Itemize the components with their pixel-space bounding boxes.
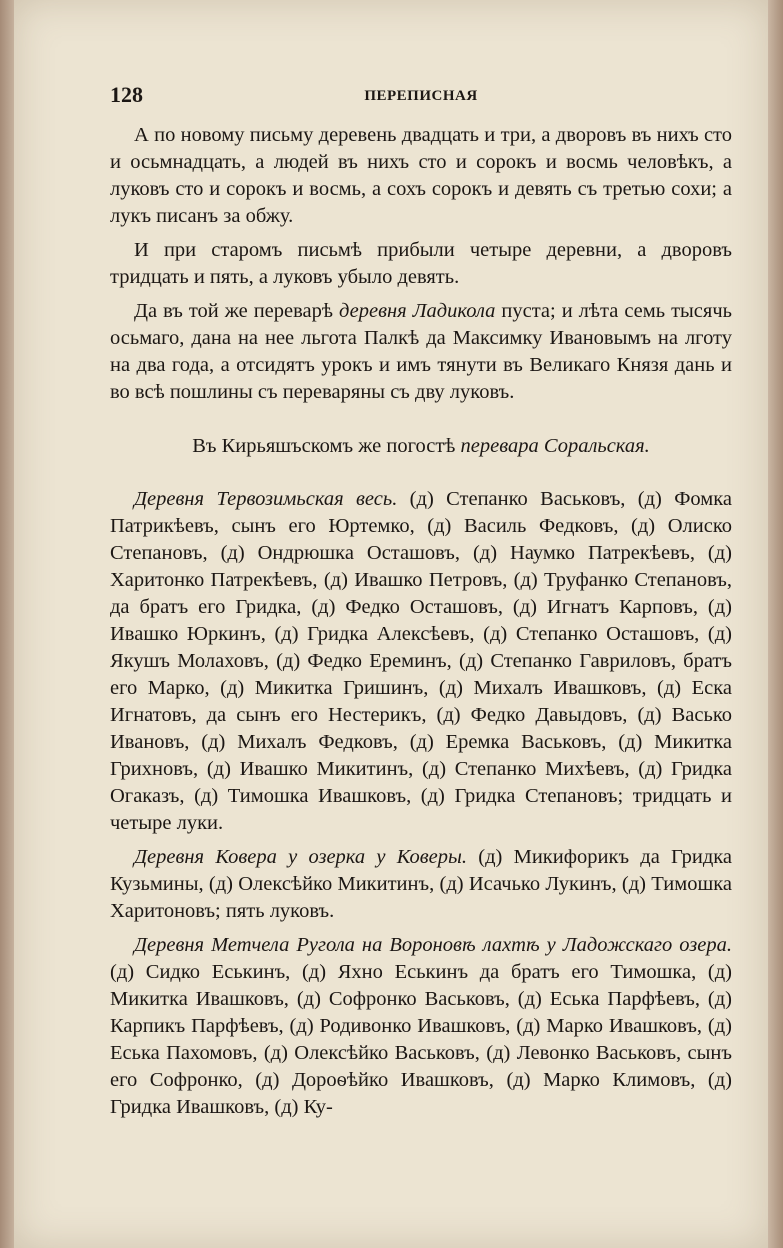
paragraph-ladikola (110, 298, 732, 406)
running-head: ПЕРЕПИСНАЯ (364, 88, 478, 104)
page-body (110, 122, 732, 1128)
paragraph-text: И при старомъ письмѣ прибыли четыре деревни, а дворовъ тридцать и пять, а луковъ убыло девять. (110, 239, 732, 288)
paragraph-tervozimskaya (110, 486, 732, 837)
page-number: 128 (110, 82, 143, 107)
page-header (110, 82, 732, 108)
village-name: Деревня Метчела Руголa на Вороновѣ лахтѣ у Ладожскаго озера. (134, 934, 732, 956)
village-name: Деревня Ковера у озерка у Коверы. (134, 846, 468, 868)
paragraph-text: (д) Микифорикъ да Гридка Кузьмины, (д) Олексѣйко Микитинъ, (д) Исачько Лукинъ, (д) Тимошка Харитоновъ; пять луковъ. (110, 846, 732, 922)
place-name: деревня Ладикола (339, 300, 496, 322)
paragraph-lead: Да въ той же переварѣ (134, 300, 339, 322)
page-edge (768, 0, 783, 1248)
paragraph-kovera (110, 844, 732, 925)
section-heading (110, 433, 732, 460)
paragraph-new-count (110, 122, 732, 230)
paragraph-text: (д) Степанко Васьковъ, (д) Фомка Патрикѣевъ, сынъ его Юртемко, (д) Василь Федковъ, (д) Олиско Степановъ, (д) Ондрюшка Осташовъ, (д) Наумко Патрекѣевъ, (д) Харитонко Патрекѣевъ, (д) Ивашко Петровъ, (д) Труфанко Степановъ, да братъ его Гридка, (д) Федко Осташовъ, (д) Игнатъ Карповъ, (д) Ивашко Юркинъ, (д) Гридка Алексѣевъ, (д) Степанко Осташовъ, (д) Якушъ Молаховъ, (д) Федко Ереминъ, (д) Степанко Гавриловъ, братъ его Марко, (д) Микитка Гришинъ, (д) Михалъ Ивашковъ, (д) Еска Игнатовъ, да сынъ его Нестерикъ, (д) Федко Давыдовъ, (д) Васько Ивановъ, (д) Михалъ Федковъ, (д) Еремка Васьковъ, (д) Микитка Грихновъ, (д) Ивашко Микитинъ, (д) Степанко Михѣевъ, (д) Гридка Огаказъ, (д) Тимошка Ивашковъ, (д) Гридка Степановъ; тридцать и четыре луки. (110, 488, 732, 834)
paragraph-old-count (110, 237, 732, 291)
heading-place-name: перевара Соральская. (460, 435, 650, 457)
paragraph-text: (д) Сидко Еськинъ, (д) Яхно Еськинъ да братъ его Тимошка, (д) Микитка Ивашковъ, (д) Софронко Васьковъ, (д) Еська Парфѣевъ, (д) Карпикъ Парфѣевъ, (д) Родивонко Ивашковъ, (д) Марко Ивашковъ, (д) Еська Пахомовъ, (д) Олексѣйко Васьковъ, (д) Левонко Васьковъ, сынъ его Софронко, (д) Дороѳѣйко Ивашковъ, (д) Марко Климовъ, (д) Гридка Ивашковъ, (д) Ку- (110, 961, 732, 1118)
heading-lead: Въ Кирьяшъскомъ же погостѣ (192, 435, 461, 457)
paragraph-metchela (110, 932, 732, 1121)
paragraph-text: А по новому письму деревень двадцать и три, а дворовъ въ нихъ сто и осьмнадцать, а людей въ нихъ сто и сорокъ и восмь человѣкъ, а луковъ сто и сорокъ и восмь, а сохъ сорокъ и девять съ третью сохи; а лукъ писанъ за обжу. (110, 124, 732, 227)
book-gutter (0, 0, 14, 1248)
paragraph-text: пуста; и лѣта семь тысячь осьмаго, дана на нее льгота Палкѣ да Максимку Ивановымъ на лготу на два года, а отсидятъ урокъ и имъ тянути въ Великаго Князя дань и во всѣ пошлины съ переваряны съ дву луковъ. (110, 300, 732, 403)
village-name: Деревня Тервозимьская весь. (134, 488, 398, 510)
